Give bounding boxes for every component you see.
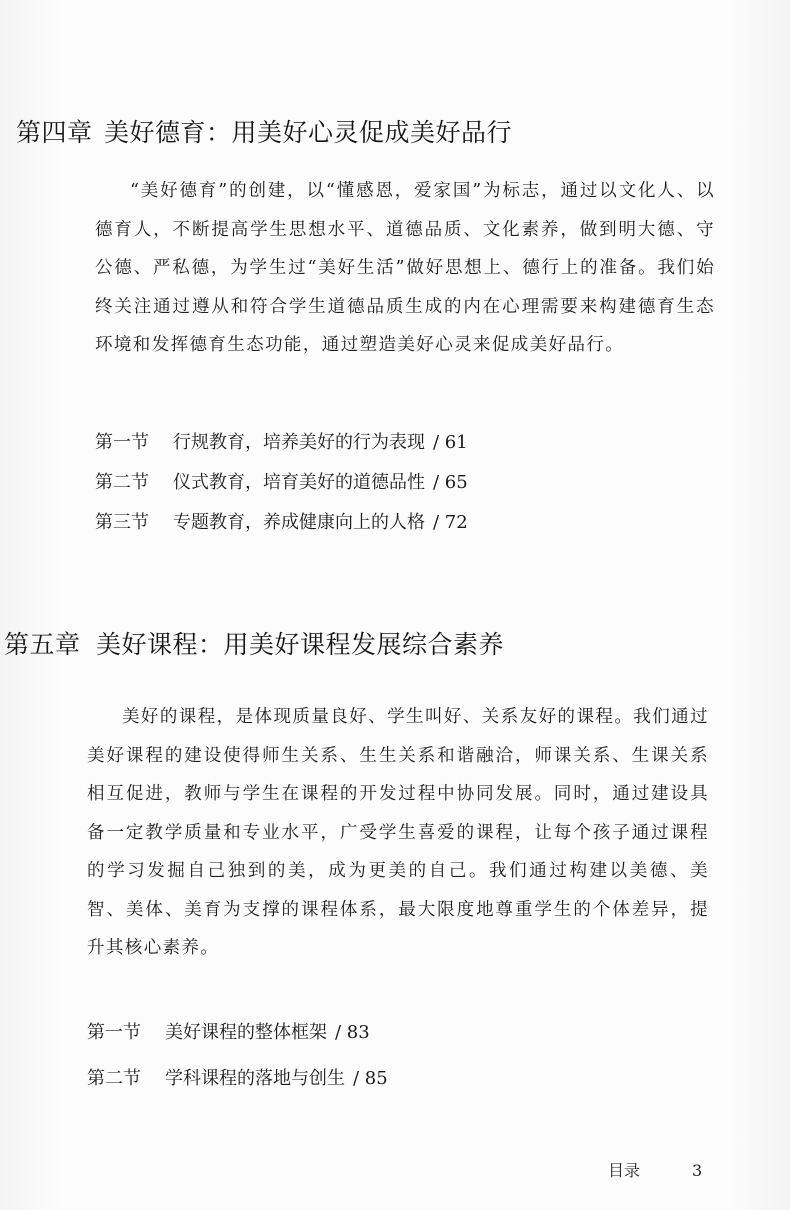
section-page: / 72 bbox=[433, 512, 468, 533]
toc-entry[interactable] bbox=[95, 503, 468, 543]
section-number: 第二节 bbox=[95, 472, 149, 493]
section-title: 专题教育，养成健康向上的人格 bbox=[173, 512, 425, 533]
section-number: 第一节 bbox=[95, 432, 149, 453]
chapter-5-section-list bbox=[87, 1010, 388, 1102]
section-title: 行规教育，培养美好的行为表现 bbox=[173, 432, 425, 453]
section-number: 第三节 bbox=[95, 512, 149, 533]
chapter-5-intro: 美好的课程，是体现质量良好、学生叫好、关系友好的课程。我们通过美好课程的建设使得师生关系、生生关系和谐融洽，师课关系、生课关系相互促进，教师与学生在课程的开发过程中协同发展。同时，通过建设具备一定教学质量和专业水平，广受学生喜爱的课程，让每个孩子通过课程的学习发掘自己独到的美，成为更美的自己。我们通过构建以美德、美智、美体、美育为支撑的课程体系，最大限度地尊重学生的个体差异，提升其核心素养。 bbox=[87, 707, 709, 958]
toc-entry[interactable] bbox=[87, 1056, 388, 1102]
section-page: / 61 bbox=[433, 432, 468, 453]
section-page: / 83 bbox=[335, 1022, 370, 1043]
section-title: 仪式教育，培育美好的道德品性 bbox=[173, 472, 425, 493]
chapter-4-title: 美好德育：用美好心灵促成美好品行 bbox=[104, 118, 513, 147]
page-number: 3 bbox=[692, 1161, 703, 1180]
section-number: 第一节 bbox=[87, 1022, 141, 1043]
chapter-5-heading bbox=[4, 625, 504, 661]
section-title: 美好课程的整体框架 bbox=[165, 1022, 327, 1043]
chapter-5-number: 第五章 bbox=[4, 630, 81, 659]
footer-section-label: 目录 bbox=[608, 1161, 641, 1180]
section-page: / 65 bbox=[433, 472, 468, 493]
section-title: 学科课程的落地与创生 bbox=[165, 1068, 345, 1089]
chapter-4-heading bbox=[16, 113, 512, 149]
toc-entry[interactable] bbox=[87, 1010, 388, 1056]
section-number: 第二节 bbox=[87, 1068, 141, 1089]
section-page: / 85 bbox=[353, 1068, 388, 1089]
toc-entry[interactable] bbox=[95, 423, 468, 463]
page-footer bbox=[608, 1158, 702, 1181]
toc-entry[interactable] bbox=[95, 463, 468, 503]
chapter-4-intro: “美好德育”的创建，以“懂感恩，爱家国”为标志，通过以文化人、以德育人，不断提高学生思想水平、道德品质、文化素养，做到明大德、守公德、严私德，为学生过“美好生活”做好思想上、德行上的准备。我们始终关注通过遵从和符合学生道德品质生成的内在心理需要来构建德育生态环境和发挥德育生态功能，通过塑造美好心灵来促成美好品行。 bbox=[95, 181, 715, 355]
chapter-4-section-list bbox=[95, 423, 468, 543]
chapter-4-number: 第四章 bbox=[16, 118, 93, 147]
chapter-5-title: 美好课程：用美好课程发展综合素养 bbox=[96, 630, 505, 659]
